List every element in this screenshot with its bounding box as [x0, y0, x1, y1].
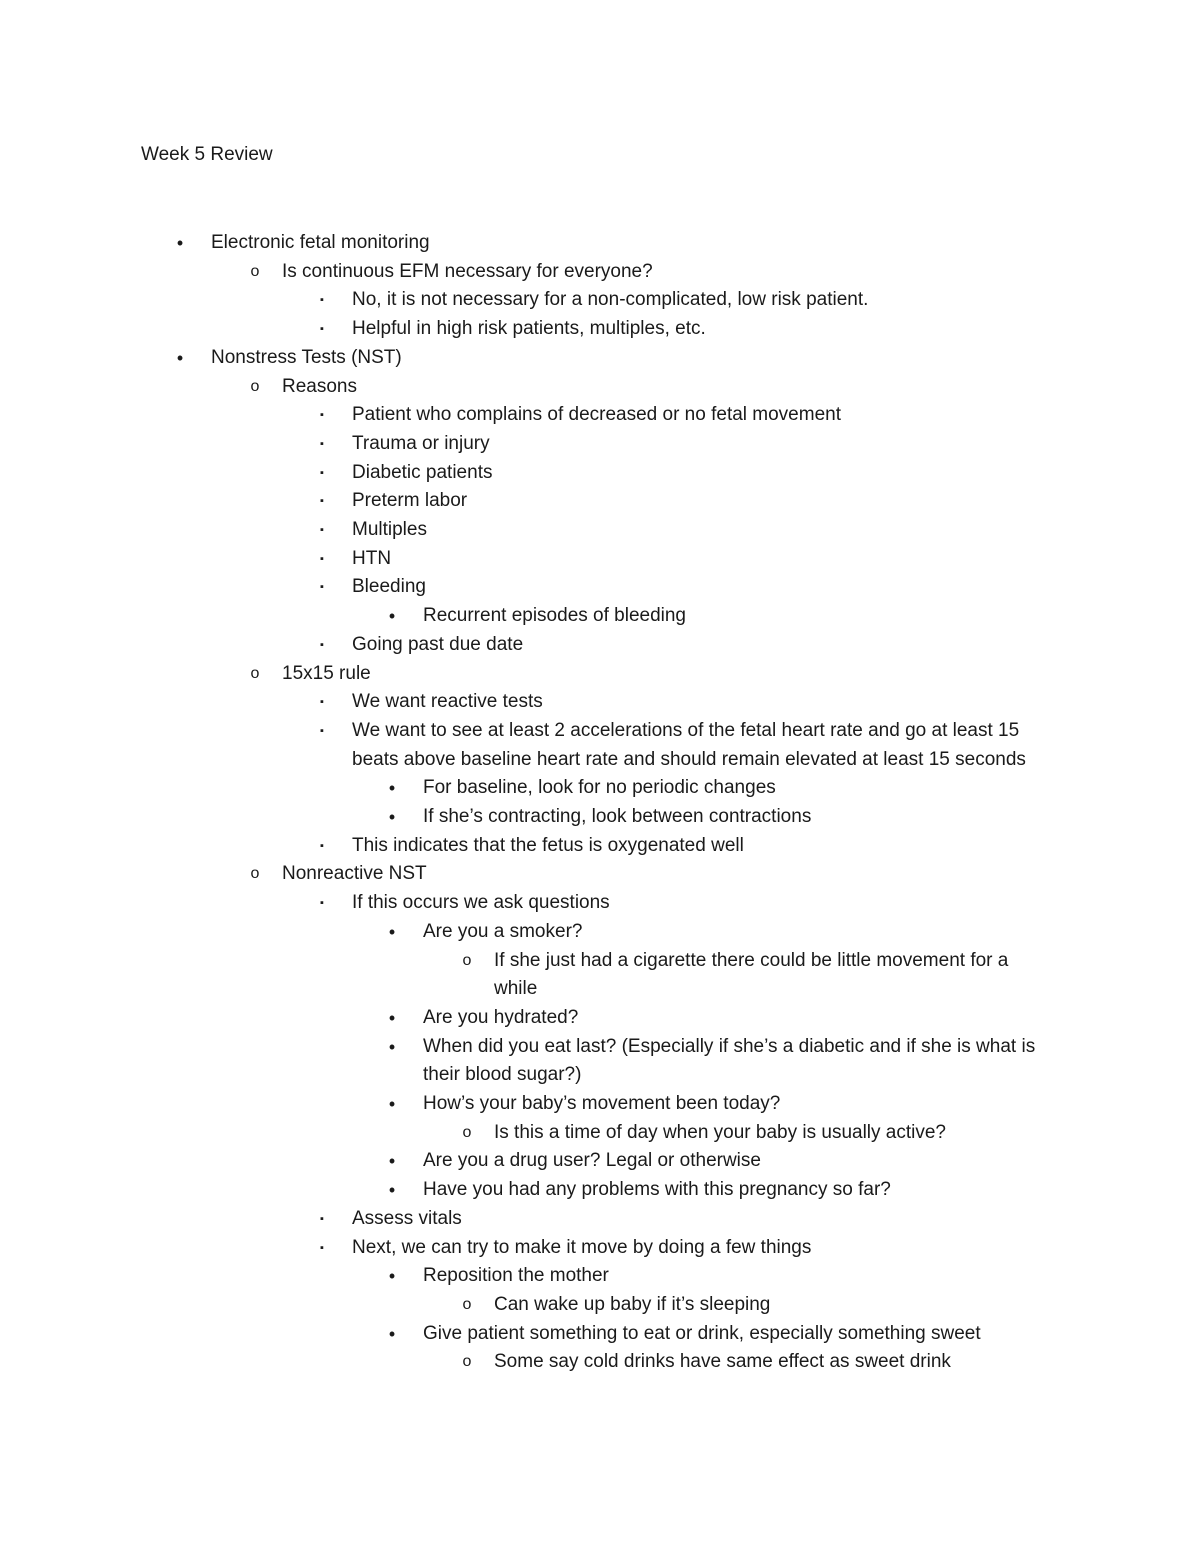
bullet-level5-icon: o	[462, 1296, 472, 1313]
bullet-level3-icon: ▪	[320, 409, 324, 421]
bullet-level3-icon: ▪	[320, 1213, 324, 1225]
level5-item: Can wake up baby if it’s sleeping	[494, 1294, 771, 1315]
bullet-level4-icon: •	[388, 1008, 396, 1028]
level4-item: Recurrent episodes of bleeding	[423, 605, 687, 626]
bullet-level4-icon: •	[388, 1037, 396, 1057]
level3-item: Preterm labor	[352, 490, 468, 511]
level3-item: Bleeding	[352, 576, 426, 597]
level3-item: We want to see at least 2 accelerations of the fetal heart rate and go at least 15	[352, 720, 1020, 741]
level5-item: Is this a time of day when your baby is usually active?	[494, 1122, 947, 1143]
level3-item: Diabetic patients	[352, 462, 493, 483]
bullet-level3-icon: ▪	[320, 696, 324, 708]
level3-item: Helpful in high risk patients, multiples, etc.	[352, 318, 706, 339]
bullet-level3-icon: ▪	[320, 639, 324, 651]
bullet-level3-icon: ▪	[320, 897, 324, 909]
level3-item: Trauma or injury	[352, 433, 490, 454]
bullet-level4-icon: •	[388, 778, 396, 798]
bullet-level3-icon: ▪	[320, 840, 324, 852]
bullet-level4-icon: •	[388, 1266, 396, 1286]
level2-item: 15x15 rule	[282, 663, 371, 684]
level4-item: Have you had any problems with this pregnancy so far?	[423, 1179, 891, 1200]
bullet-level2-icon: o	[250, 665, 260, 682]
bullet-level5-icon: o	[462, 1124, 472, 1141]
bullet-level3-icon: ▪	[320, 294, 324, 306]
bullet-level1-icon: •	[176, 233, 184, 253]
bullet-level2-icon: o	[250, 263, 260, 280]
page-title: Week 5 Review	[141, 144, 273, 165]
bullet-level4-icon: •	[388, 1151, 396, 1171]
level4-item: For baseline, look for no periodic changes	[423, 777, 776, 798]
bullet-level3-icon: ▪	[320, 725, 324, 737]
level3-item: Multiples	[352, 519, 427, 540]
level3-item: If this occurs we ask questions	[352, 892, 610, 913]
level3-item: Going past due date	[352, 634, 524, 655]
level1-item: Electronic fetal monitoring	[211, 232, 430, 253]
bullet-level4-icon: •	[388, 1324, 396, 1344]
bullet-level3-icon: ▪	[320, 1242, 324, 1254]
bullet-level3-icon: ▪	[320, 323, 324, 335]
level3-item: This indicates that the fetus is oxygenated well	[352, 835, 744, 856]
bullet-level1-icon: •	[176, 348, 184, 368]
level4-item: How’s your baby’s movement been today?	[423, 1093, 781, 1114]
bullet-level3-icon: ▪	[320, 495, 324, 507]
bullet-level2-icon: o	[250, 378, 260, 395]
bullet-level5-icon: o	[462, 952, 472, 969]
bullet-level3-icon: ▪	[320, 553, 324, 565]
level2-item: Nonreactive NST	[282, 863, 427, 884]
level4-item: Give patient something to eat or drink, especially something sweet	[423, 1323, 981, 1344]
bullet-level4-icon: •	[388, 1180, 396, 1200]
level5-item: If she just had a cigarette there could be little movement for a	[494, 950, 1009, 971]
level2-item: Reasons	[282, 376, 357, 397]
level3-item: Next, we can try to make it move by doing a few things	[352, 1237, 812, 1258]
bullet-level3-icon: ▪	[320, 438, 324, 450]
bullet-level4-icon: •	[388, 922, 396, 942]
level3-item: Assess vitals	[352, 1208, 462, 1229]
level4-item-continuation: their blood sugar?)	[423, 1064, 582, 1085]
level4-item: Reposition the mother	[423, 1265, 609, 1286]
level1-item: Nonstress Tests (NST)	[211, 347, 402, 368]
level4-item: Are you a smoker?	[423, 921, 583, 942]
level5-item-continuation: while	[494, 978, 538, 999]
level3-item: We want reactive tests	[352, 691, 543, 712]
level3-item: No, it is not necessary for a non-complicated, low risk patient.	[352, 289, 869, 310]
level2-item: Is continuous EFM necessary for everyone?	[282, 261, 653, 282]
level4-item: When did you eat last? (Especially if she’s a diabetic and if she is what is	[423, 1036, 1036, 1057]
bullet-level3-icon: ▪	[320, 581, 324, 593]
level5-item: Some say cold drinks have same effect as sweet drink	[494, 1351, 951, 1372]
bullet-level4-icon: •	[388, 807, 396, 827]
level4-item: Are you hydrated?	[423, 1007, 579, 1028]
bullet-level3-icon: ▪	[320, 524, 324, 536]
bullet-level4-icon: •	[388, 1094, 396, 1114]
bullet-level3-icon: ▪	[320, 467, 324, 479]
level4-item: If she’s contracting, look between contractions	[423, 806, 812, 827]
level3-item: Patient who complains of decreased or no fetal movement	[352, 404, 841, 425]
bullet-level4-icon: •	[388, 606, 396, 626]
bullet-level5-icon: o	[462, 1353, 472, 1370]
level3-item: HTN	[352, 548, 392, 569]
bullet-level2-icon: o	[250, 865, 260, 882]
level3-item-continuation: beats above baseline heart rate and should remain elevated at least 15 seconds	[352, 749, 1026, 770]
level4-item: Are you a drug user? Legal or otherwise	[423, 1150, 761, 1171]
